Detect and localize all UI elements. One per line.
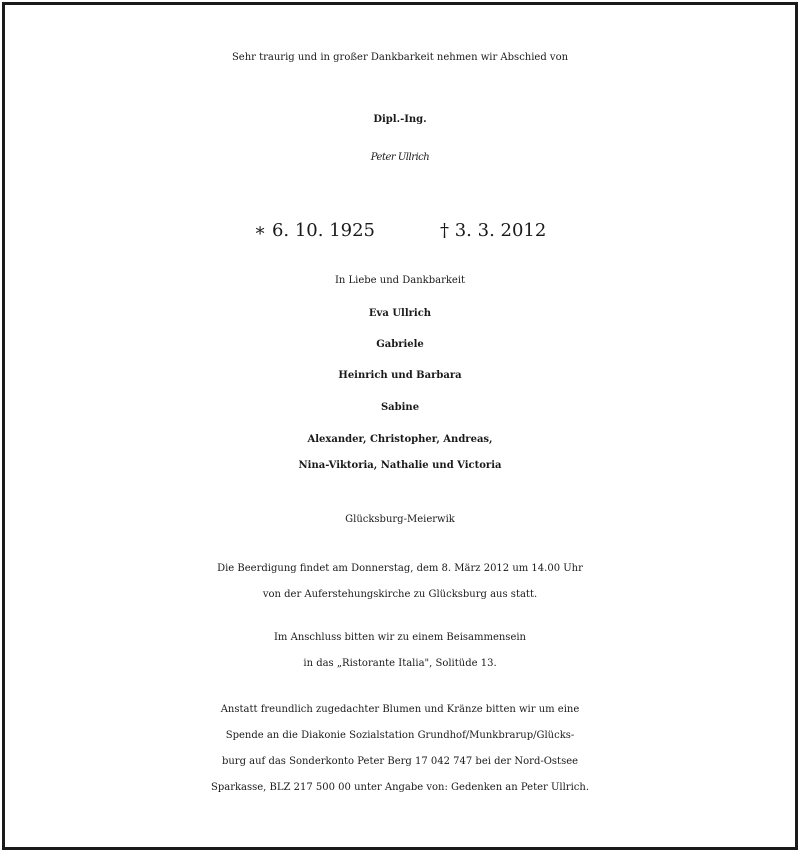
family-member: Heinrich und Barbara [338,370,462,381]
notice-border [2,2,798,850]
academic-title: Dipl.-Ing. [373,114,427,125]
gathering-line: Im Anschluss bitten wir zu einem Beisammensein [273,632,526,643]
gathering-line: in das „Ristorante Italia", Solitüde 13. [303,658,497,669]
with-love-text: In Liebe und Dankbarkeit [334,275,466,286]
donation-line: Sparkasse, BLZ 217 500 00 unter Angabe von: Gedenken an Peter Ullrich. [210,782,590,793]
funeral-line: Die Beerdigung findet am Donnerstag, dem 8. März 2012 um 14.00 Uhr [217,563,583,574]
donation-line: burg auf das Sonderkonto Peter Berg 17 042 747 bei der Nord-Ostsee [221,756,579,767]
birth-date: ∗ 6. 10. 1925 [254,220,376,241]
donation-line: Spende an die Diakonie Sozialstation Grundhof/Munkbrarup/Glücks- [225,730,575,741]
place-text: Glücksburg-Meierwik [345,514,455,525]
family-member: Sabine [380,402,420,413]
death-date: † 3. 3. 2012 [440,220,547,241]
intro-text: Sehr traurig und in großer Dankbarkeit nehmen wir Abschied von [231,52,569,63]
deceased-name: Peter Ullrich [370,152,430,163]
donation-line: Anstatt freundlich zugedachter Blumen und Kränze bitten wir um eine [220,704,580,715]
family-member: Eva Ullrich [368,308,432,319]
funeral-line: von der Auferstehungskirche zu Glücksburg aus statt. [262,589,538,600]
family-member: Gabriele [376,339,424,350]
family-member: Nina-Viktoria, Nathalie und Victoria [298,460,502,471]
family-member: Alexander, Christopher, Andreas, [307,434,493,445]
